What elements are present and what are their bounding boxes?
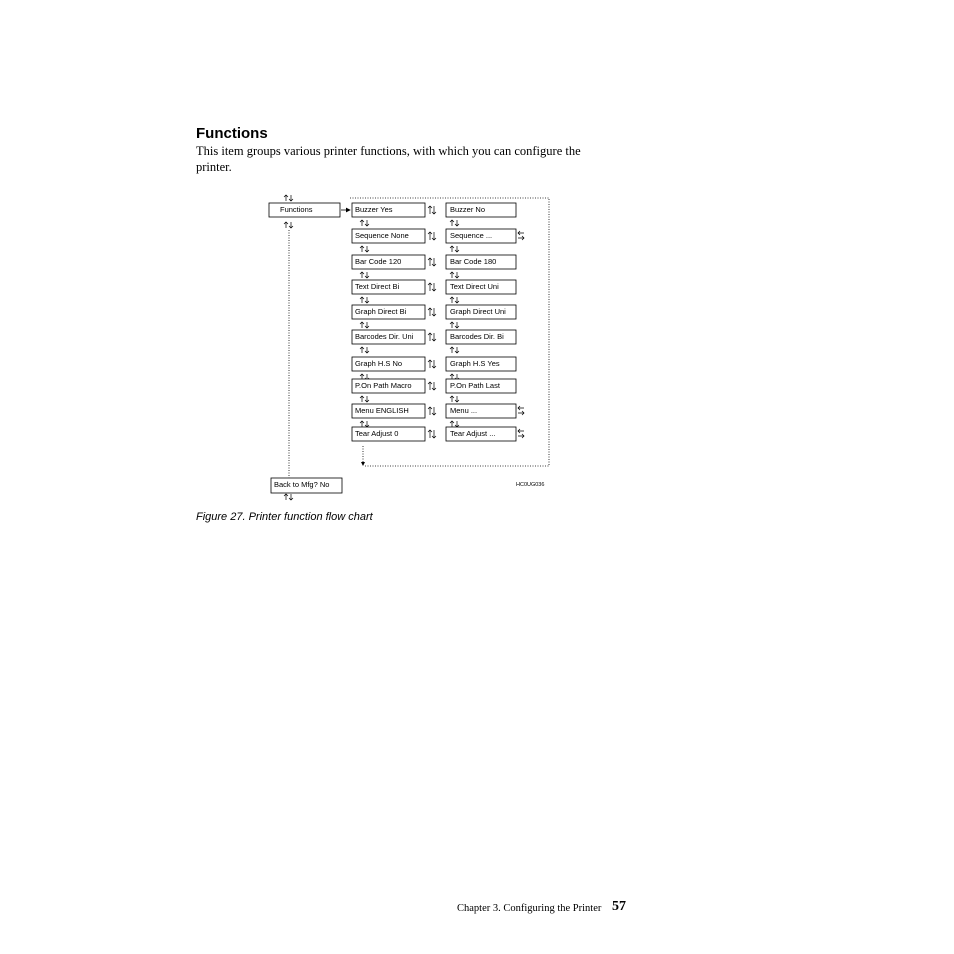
section-title: Functions [196, 125, 268, 142]
row-0-alt-label: Buzzer No [450, 205, 486, 214]
row-9-toggle-arrow [428, 430, 436, 438]
row-7-alt-label: P.On Path Last [450, 381, 500, 390]
row-1-cycle-arrow [518, 231, 524, 240]
row-5-default-next-arrow [360, 347, 369, 353]
row-5-toggle-arrow [428, 333, 436, 341]
row-5-default-label: Barcodes Dir. Uni [355, 332, 414, 341]
row-5-alt-label: Barcodes Dir. Bi [450, 332, 504, 341]
footer-chapter: Chapter 3. Configuring the Printer [457, 903, 602, 914]
row-1-toggle-arrow [428, 232, 436, 240]
row-3-alt-next-arrow [450, 297, 459, 303]
row-0-alt-next-arrow [450, 220, 459, 226]
row-6-alt-label: Graph H.S Yes [450, 359, 500, 368]
row-8-default-next-arrow [360, 421, 369, 427]
row-4-default-label: Graph Direct Bi [355, 307, 407, 316]
root-functions-label: Functions [280, 205, 313, 214]
row-9-cycle-arrow [518, 429, 524, 438]
figure-code: HC0UG036 [516, 482, 545, 488]
row-2-default-label: Bar Code 120 [355, 257, 402, 266]
exit-bottom-arrows [284, 494, 293, 500]
row-1-default-next-arrow [360, 246, 369, 252]
row-8-alt-label: Menu ... [450, 406, 478, 415]
row-8-alt-next-arrow [450, 421, 459, 427]
row-1-alt-label: Sequence ... [450, 231, 493, 240]
loop-return-arrowhead [361, 462, 365, 466]
root-top-arrows [284, 195, 293, 201]
printer-function-flow-chart [260, 188, 560, 503]
row-3-alt-label: Text Direct Uni [450, 282, 499, 291]
row-2-default-next-arrow [360, 272, 369, 278]
row-8-cycle-arrow [518, 406, 524, 415]
row-3-default-label: Text Direct Bi [355, 282, 400, 291]
row-9-alt-label: Tear Adjust ... [450, 429, 496, 438]
exit-label: Back to Mfg? No [274, 480, 330, 489]
row-8-default-label: Menu ENGLISH [355, 406, 409, 415]
row-7-default-next-arrow [360, 396, 369, 402]
row-4-alt-next-arrow [450, 322, 459, 328]
row-5-alt-next-arrow [450, 347, 459, 353]
row-8-toggle-arrow [428, 407, 436, 415]
row-0-default-next-arrow [360, 220, 369, 226]
row-1-alt-next-arrow [450, 246, 459, 252]
row-7-alt-next-arrow [450, 396, 459, 402]
row-3-toggle-arrow [428, 283, 436, 291]
section-intro: This item groups various printer functions, with which you can configure the printer. [196, 144, 581, 174]
row-0-default-label: Buzzer Yes [355, 205, 393, 214]
row-1-default-label: Sequence None [355, 231, 409, 240]
root-bottom-arrows [284, 222, 293, 228]
flow-rows [352, 203, 524, 441]
figure-caption: Figure 27. Printer function flow chart [196, 511, 373, 523]
row-2-alt-next-arrow [450, 272, 459, 278]
row-6-default-label: Graph H.S No [355, 359, 403, 368]
row-4-toggle-arrow [428, 308, 436, 316]
page-number: 57 [612, 899, 626, 914]
row-6-toggle-arrow [428, 360, 436, 368]
row-4-default-next-arrow [360, 322, 369, 328]
row-0-toggle-arrow [428, 206, 436, 214]
row-4-alt-label: Graph Direct Uni [450, 307, 506, 316]
row-9-default-label: Tear Adjust 0 [355, 429, 399, 438]
row-3-default-next-arrow [360, 297, 369, 303]
row-2-toggle-arrow [428, 258, 436, 266]
row-7-toggle-arrow [428, 382, 436, 390]
row-2-alt-label: Bar Code 180 [450, 257, 497, 266]
row-7-default-label: P.On Path Macro [355, 381, 412, 390]
